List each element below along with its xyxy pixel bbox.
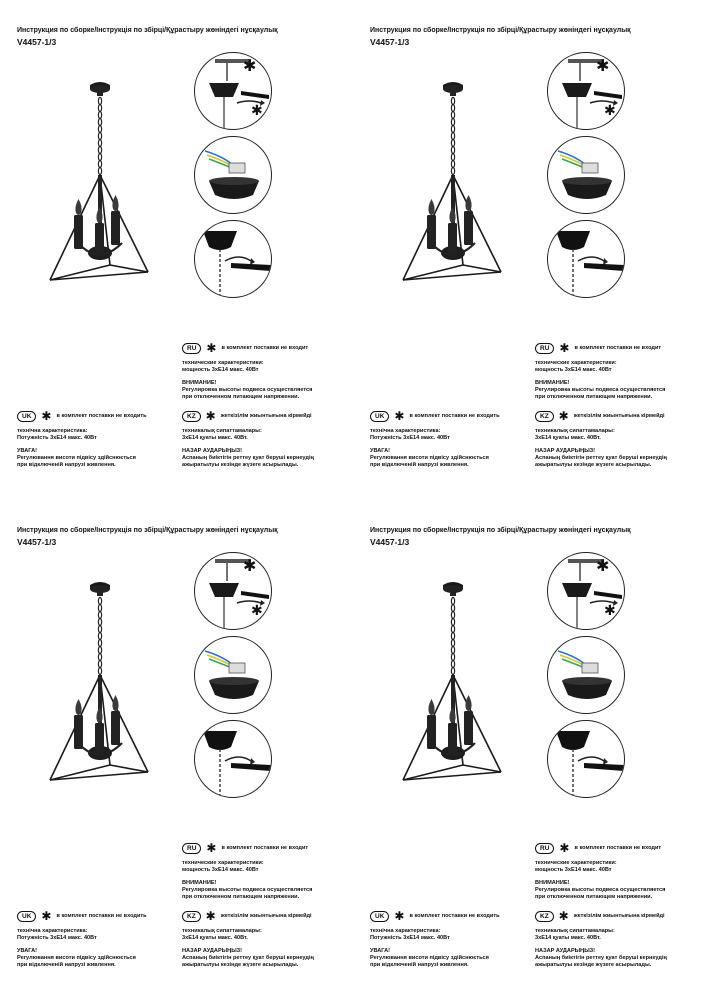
ru-warning-label: ВНИМАНИЕ!: [535, 879, 570, 886]
ru-warning-line1: Регулировка высоты подвеса осуществляется: [182, 386, 313, 393]
asterisk-icon: ✱: [394, 909, 405, 923]
kz-specs-label: техникалық сипаттамалары:: [182, 928, 262, 934]
ru-language-badge: RU: [535, 343, 554, 354]
kz-language-badge: KZ: [182, 911, 201, 922]
uk-warning-line1: Регулювання висоти підвісу здійснюється: [370, 454, 489, 461]
asterisk-icon: ✱: [559, 841, 570, 855]
model-number: V4457-1/3: [17, 37, 57, 47]
kz-notes: [182, 411, 314, 469]
canopy-fix-step: [194, 720, 272, 798]
ru-not-included: в комплект поставки не входит: [574, 345, 662, 351]
svg-text:✱: ✱: [251, 603, 263, 619]
ru-warning-label: ВНИМАНИЕ!: [535, 379, 570, 386]
asterisk-icon: ✱: [558, 909, 569, 923]
uk-specs-value: Потужність 3хЕ14 макс. 40Вт: [17, 434, 97, 441]
ru-warning-line2: при отключенном питающем напряжении.: [535, 893, 653, 900]
wire-connection-step: [194, 136, 272, 214]
kz-warning-label: НАЗАР АУДАРЫҢЫЗ!: [182, 947, 243, 954]
uk-specs-label: технічна характеристика:: [370, 928, 441, 934]
uk-specs-label: технічна характеристика:: [370, 428, 441, 434]
uk-warning-line2: при відключеній напрузі живлення.: [370, 961, 469, 968]
asterisk-icon: ✱: [41, 909, 52, 923]
uk-notes: [370, 911, 500, 969]
kz-warning-line1: Аспаның биіктігін реттеу қуат беруші кернеудің: [182, 954, 314, 961]
kz-specs-value: 3хЕ14 қуаты макс. 40Вт.: [182, 434, 248, 441]
uk-warning-line2: при відключеній напрузі живлення.: [370, 461, 469, 468]
instruction-title: Инструкция по сборке/Інструкція по збірці/Құрастыру жөніндегі нұсқаулық: [370, 527, 631, 534]
instruction-panel: [0, 500, 353, 1000]
asterisk-icon: ✱: [205, 409, 216, 423]
uk-not-included: в комплект поставки не входить: [409, 413, 500, 419]
ru-notes: [535, 343, 665, 401]
ceiling-mount-screw-step: [547, 552, 625, 630]
canopy-fix-step: [547, 720, 625, 798]
svg-text:✱: ✱: [251, 103, 263, 119]
kz-not-included: жеткізілім жиынтығына кірмейді: [573, 413, 665, 419]
asterisk-icon: ✱: [394, 409, 405, 423]
kz-specs-label: техникалық сипаттамалары:: [182, 428, 262, 434]
ru-warning-line2: при отключенном питающем напряжении.: [182, 893, 300, 900]
uk-warning-line1: Регулювання висоти підвісу здійснюється: [17, 954, 136, 961]
asterisk-icon: ✱: [558, 409, 569, 423]
wire-connection-step: [194, 636, 272, 714]
uk-not-included: в комплект поставки не входить: [409, 913, 500, 919]
instruction-panel: [353, 500, 706, 1000]
kz-specs-value: 3хЕ14 қуаты макс. 40Вт.: [535, 934, 601, 941]
uk-specs-label: технічна характеристика:: [17, 428, 88, 434]
asterisk-icon: ✱: [206, 341, 217, 355]
ru-notes: [535, 843, 665, 901]
kz-specs-value: 3хЕ14 қуаты макс. 40Вт.: [535, 434, 601, 441]
uk-notes: [370, 411, 500, 469]
asterisk-icon: ✱: [559, 341, 570, 355]
kz-specs-label: техникалық сипаттамалары:: [535, 428, 615, 434]
svg-text:✱: ✱: [243, 556, 257, 575]
uk-warning-line1: Регулювання висоти підвісу здійснюється: [17, 454, 136, 461]
ru-warning-label: ВНИМАНИЕ!: [182, 879, 217, 886]
ru-warning-line1: Регулировка высоты подвеса осуществляется: [535, 886, 666, 893]
kz-warning-line1: Аспаның биіктігін реттеу қуат беруші кернеудің: [535, 954, 667, 961]
kz-warning-line1: Аспаның биіктігін реттеу қуат беруші кернеудің: [535, 454, 667, 461]
uk-warning-label: УВАГА!: [370, 947, 391, 954]
kz-warning-line2: ажыратылуы кезінде жүзеге асырылады.: [535, 961, 652, 968]
kz-notes: [535, 411, 667, 469]
ru-not-included: в комплект поставки не входит: [574, 845, 662, 851]
ru-warning-line1: Регулировка высоты подвеса осуществляется: [535, 386, 666, 393]
kz-language-badge: KZ: [182, 411, 201, 422]
kz-specs-value: 3хЕ14 қуаты макс. 40Вт.: [182, 934, 248, 941]
ru-specs-value: мощность 3хЕ14 макс. 40Вт: [182, 866, 259, 873]
uk-specs-value: Потужність 3хЕ14 макс. 40Вт: [370, 434, 450, 441]
ru-notes: [182, 343, 312, 401]
ru-warning-line1: Регулировка высоты подвеса осуществляется: [182, 886, 313, 893]
pendant-lamp-illustration: [393, 575, 513, 795]
asterisk-icon: ✱: [205, 909, 216, 923]
ru-specs-label: технические характеристики:: [182, 360, 264, 366]
ru-language-badge: RU: [182, 343, 201, 354]
kz-warning-line2: ажыратылуы кезінде жүзеге асырылады.: [182, 961, 299, 968]
uk-specs-value: Потужність 3хЕ14 макс. 40Вт: [17, 934, 97, 941]
uk-specs-value: Потужність 3хЕ14 макс. 40Вт: [370, 934, 450, 941]
ceiling-mount-screw-step: [194, 552, 272, 630]
ceiling-mount-screw-step: [547, 52, 625, 130]
kz-warning-label: НАЗАР АУДАРЫҢЫЗ!: [535, 947, 596, 954]
ru-warning-label: ВНИМАНИЕ!: [182, 379, 217, 386]
uk-language-badge: UK: [370, 411, 389, 422]
ru-language-badge: RU: [535, 843, 554, 854]
uk-warning-line1: Регулювання висоти підвісу здійснюється: [370, 954, 489, 961]
ru-warning-line2: при отключенном питающем напряжении.: [535, 393, 653, 400]
kz-language-badge: KZ: [535, 911, 554, 922]
ru-not-included: в комплект поставки не входит: [221, 845, 309, 851]
kz-warning-label: НАЗАР АУДАРЫҢЫЗ!: [535, 447, 596, 454]
model-number: V4457-1/3: [370, 37, 410, 47]
kz-language-badge: KZ: [535, 411, 554, 422]
uk-warning-line2: при відключеній напрузі живлення.: [17, 961, 116, 968]
svg-text:✱: ✱: [604, 603, 616, 619]
pendant-lamp-illustration: [393, 75, 513, 295]
kz-not-included: жеткізілім жиынтығына кірмейді: [220, 413, 312, 419]
uk-warning-label: УВАГА!: [17, 947, 38, 954]
uk-language-badge: UK: [17, 911, 36, 922]
uk-warning-label: УВАГА!: [17, 447, 38, 454]
kz-notes: [535, 911, 667, 969]
uk-not-included: в комплект поставки не входить: [56, 913, 147, 919]
svg-text:✱: ✱: [604, 103, 616, 119]
uk-notes: [17, 911, 147, 969]
uk-warning-label: УВАГА!: [370, 447, 391, 454]
ru-warning-line2: при отключенном питающем напряжении.: [182, 393, 300, 400]
kz-specs-label: техникалық сипаттамалары:: [535, 928, 615, 934]
uk-not-included: в комплект поставки не входить: [56, 413, 147, 419]
ru-specs-label: технические характеристики:: [535, 360, 617, 366]
kz-warning-line1: Аспаның биіктігін реттеу қуат беруші кернеудің: [182, 454, 314, 461]
ru-specs-value: мощность 3хЕ14 макс. 40Вт: [535, 366, 612, 373]
ru-specs-value: мощность 3хЕ14 макс. 40Вт: [535, 866, 612, 873]
instruction-panel: [353, 0, 706, 500]
wire-connection-step: [547, 636, 625, 714]
asterisk-icon: ✱: [41, 409, 52, 423]
kz-not-included: жеткізілім жиынтығына кірмейді: [573, 913, 665, 919]
instruction-panel: [0, 0, 353, 500]
uk-notes: [17, 411, 147, 469]
ru-specs-value: мощность 3хЕ14 макс. 40Вт: [182, 366, 259, 373]
kz-notes: [182, 911, 314, 969]
wire-connection-step: [547, 136, 625, 214]
asterisk-icon: ✱: [206, 841, 217, 855]
kz-warning-line2: ажыратылуы кезінде жүзеге асырылады.: [535, 461, 652, 468]
model-number: V4457-1/3: [17, 537, 57, 547]
svg-text:✱: ✱: [596, 56, 610, 75]
instruction-title: Инструкция по сборке/Інструкція по збірці/Құрастыру жөніндегі нұсқаулық: [17, 527, 278, 534]
model-number: V4457-1/3: [370, 537, 410, 547]
ru-specs-label: технические характеристики:: [535, 860, 617, 866]
ru-specs-label: технические характеристики:: [182, 860, 264, 866]
instruction-title: Инструкция по сборке/Інструкція по збірці/Құрастыру жөніндегі нұсқаулық: [17, 27, 278, 34]
uk-specs-label: технічна характеристика:: [17, 928, 88, 934]
uk-warning-line2: при відключеній напрузі живлення.: [17, 461, 116, 468]
kz-warning-line2: ажыратылуы кезінде жүзеге асырылады.: [182, 461, 299, 468]
pendant-lamp-illustration: [40, 75, 160, 295]
pendant-lamp-illustration: [40, 575, 160, 795]
uk-language-badge: UK: [17, 411, 36, 422]
kz-not-included: жеткізілім жиынтығына кірмейді: [220, 913, 312, 919]
canopy-fix-step: [547, 220, 625, 298]
ru-not-included: в комплект поставки не входит: [221, 345, 309, 351]
svg-text:✱: ✱: [596, 556, 610, 575]
ceiling-mount-screw-step: [194, 52, 272, 130]
instruction-title: Инструкция по сборке/Інструкція по збірці/Құрастыру жөніндегі нұсқаулық: [370, 27, 631, 34]
ru-notes: [182, 843, 312, 901]
uk-language-badge: UK: [370, 911, 389, 922]
kz-warning-label: НАЗАР АУДАРЫҢЫЗ!: [182, 447, 243, 454]
canopy-fix-step: [194, 220, 272, 298]
ru-language-badge: RU: [182, 843, 201, 854]
svg-text:✱: ✱: [243, 56, 257, 75]
